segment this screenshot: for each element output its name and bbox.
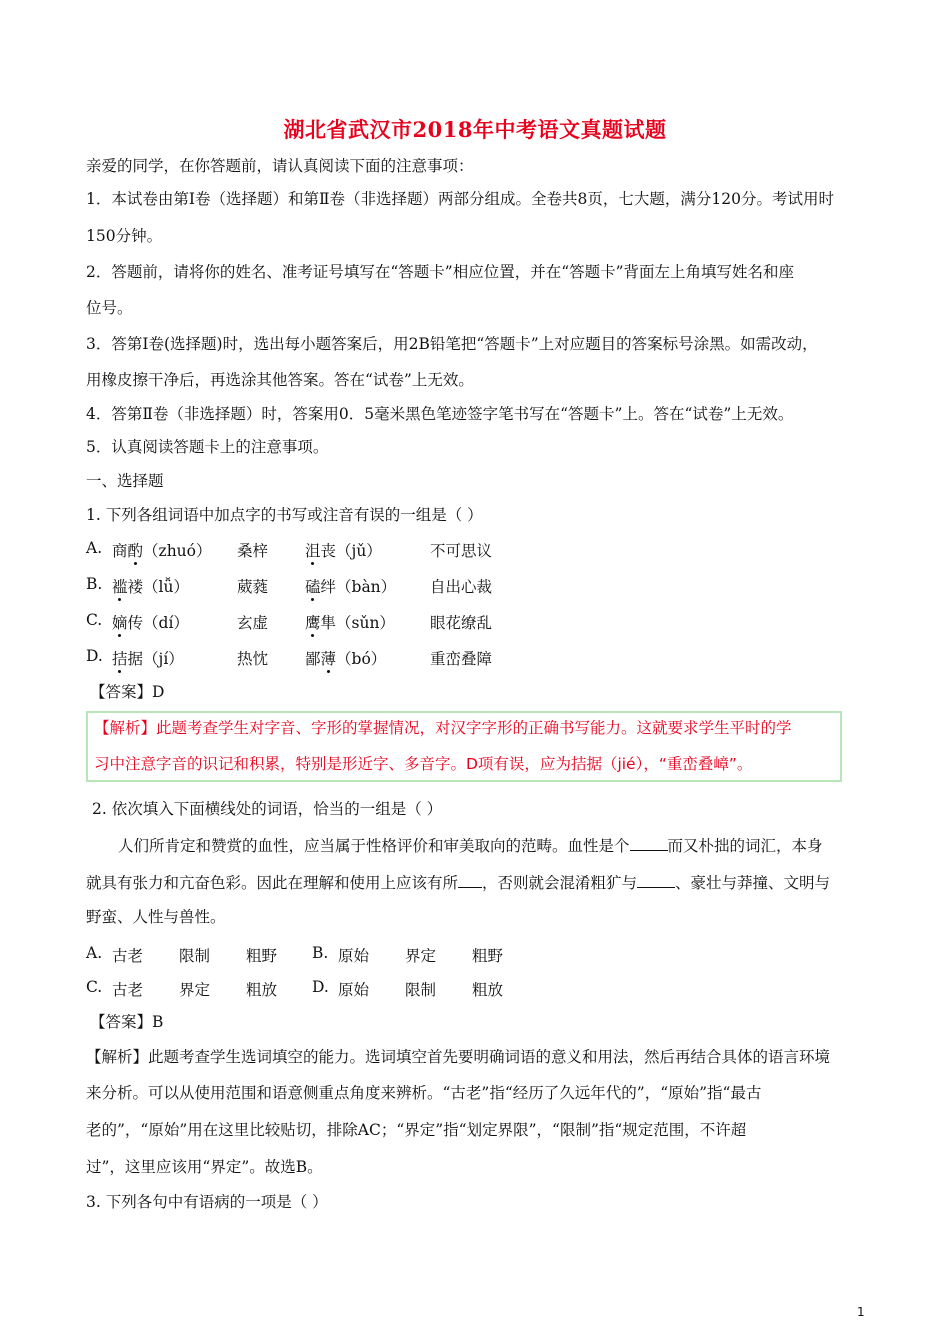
- option-word: 粗放: [246, 981, 278, 999]
- note-line: 5．认真阅读答题卡上的注意事项。: [86, 438, 329, 456]
- fill-blank-3: [637, 871, 675, 888]
- question-2-passage-line: 就具有张力和亢奋色彩。因此在理解和使用上应该有所 ，否则就会混淆粗犷与 、豪壮与莽撞、文明与: [86, 871, 830, 893]
- option-word: 原始: [338, 981, 370, 999]
- option-word: 原始: [338, 947, 370, 965]
- note-line: 4．答第Ⅱ卷（非选择题）时，答案用0．5毫米黑色笔迹签字笔书写在“答题卡”上。答在“试卷”上无效。: [86, 405, 794, 423]
- option-word-1: 嫡传（dí）: [112, 614, 189, 632]
- document-title: 湖北省武汉市2018年中考语文真题试题: [283, 117, 667, 142]
- question-2-analysis-line: 来分析。可以从使用范围和语意侧重点角度来辨析。“古老”指“经历了久远年代的”，“原始”指“最古: [86, 1084, 762, 1102]
- option-word-3: 鹰隼（sǔn）: [305, 614, 395, 632]
- option-word-2: 葳蕤: [237, 578, 269, 596]
- section-heading: 一、选择题: [86, 472, 164, 490]
- option-word-3: 磕绊（bàn）: [305, 578, 397, 596]
- option-word-1: 商酌（zhuó）: [112, 542, 212, 560]
- question-1-answer: 【答案】D: [90, 683, 165, 701]
- option-letter: B.: [86, 575, 103, 593]
- question-1-analysis-box: [86, 711, 842, 782]
- option-word: 粗野: [472, 947, 504, 965]
- option-word-4: 重峦叠障: [430, 650, 493, 668]
- option-letter: C.: [86, 978, 103, 996]
- option-word: 古老: [112, 981, 144, 999]
- option-word: 粗野: [246, 947, 278, 965]
- option-word-4: 眼花缭乱: [430, 614, 493, 632]
- option-word-2: 桑梓: [237, 542, 269, 560]
- question-2-analysis-line: 【解析】此题考查学生选词填空的能力。选词填空首先要明确词语的意义和用法，然后再结合具体的语言环境: [86, 1048, 831, 1066]
- option-letter: D.: [312, 978, 329, 996]
- option-word-4: 不可思议: [430, 542, 493, 560]
- note-line: 位号。: [86, 299, 133, 317]
- question-2-analysis-line: 老的”，“原始”用在这里比较贴切，排除AC；“界定”指“划定界限”，“限制”指“规定范围，不许超: [86, 1121, 747, 1139]
- page-number: 1: [857, 1305, 865, 1319]
- note-line: 2．答题前，请将你的姓名、准考证号填写在“答题卡”相应位置，并在“答题卡”背面左上角填写姓名和座: [86, 263, 795, 281]
- fill-blank-2: [458, 871, 482, 888]
- question-2-analysis-line: 过”，这里应该用“界定”。故选B。: [86, 1158, 323, 1176]
- option-word: 界定: [405, 947, 437, 965]
- analysis-line: 【解析】此题考查学生对字音、字形的掌握情况，对汉字字形的正确书写能力。这就要求学生平时的学: [94, 719, 792, 737]
- option-word: 界定: [179, 981, 211, 999]
- analysis-line: 习中注意字音的识记和积累，特别是形近字、多音字。D项有误，应为拮据（jié），“重峦叠嶂”。: [94, 755, 753, 773]
- option-word-3: 鄙薄（bó）: [305, 650, 387, 668]
- option-letter: D.: [86, 647, 103, 665]
- question-2-passage-line: 人们所肯定和赞赏的血性，应当属于性格评价和审美取向的范畴。血性是个 而又朴拙的词汇，本身: [118, 834, 823, 856]
- question-3-stem: 3. 下列各句中有语病的一项是（ ）: [86, 1193, 328, 1211]
- option-letter: A.: [86, 944, 103, 962]
- option-letter: C.: [86, 611, 103, 629]
- option-word-4: 自出心裁: [430, 578, 493, 596]
- intro-text: 亲爱的同学，在你答题前，请认真阅读下面的注意事项：: [86, 157, 474, 175]
- option-word-2: 热忱: [237, 650, 269, 668]
- note-line: 3．答第Ⅰ卷(选择题)时，选出每小题答案后，用2B铅笔把“答题卡”上对应题目的答案标号涂黑。如需改动，: [86, 335, 818, 353]
- question-2-answer: 【答案】B: [90, 1013, 164, 1031]
- note-line: 150分钟。: [86, 227, 163, 245]
- fill-blank-1: [630, 834, 668, 851]
- option-word-3: 沮丧（jǔ）: [305, 542, 382, 560]
- option-word: 限制: [405, 981, 437, 999]
- note-line: 1．本试卷由第Ⅰ卷（选择题）和第Ⅱ卷（非选择题）两部分组成。全卷共8页，七大题，满分120分。考试用时: [86, 190, 834, 208]
- question-2-passage-line: 野蛮、人性与兽性。: [86, 908, 226, 926]
- option-letter: B.: [312, 944, 329, 962]
- option-word-1: 褴褛（lǚ）: [112, 578, 189, 596]
- note-line: 用橡皮擦干净后，再选涂其他答案。答在“试卷”上无效。: [86, 371, 474, 389]
- question-2-stem: 2. 依次填入下面横线处的词语，恰当的一组是（ ）: [92, 800, 443, 818]
- option-letter: A.: [86, 539, 103, 557]
- option-word: 粗放: [472, 981, 504, 999]
- option-word: 古老: [112, 947, 144, 965]
- option-word: 限制: [179, 947, 211, 965]
- option-word-2: 玄虚: [237, 614, 269, 632]
- option-word-1: 拮据（jí）: [112, 650, 184, 668]
- question-1-stem: 1. 下列各组词语中加点字的书写或注音有误的一组是（ ）: [86, 506, 483, 524]
